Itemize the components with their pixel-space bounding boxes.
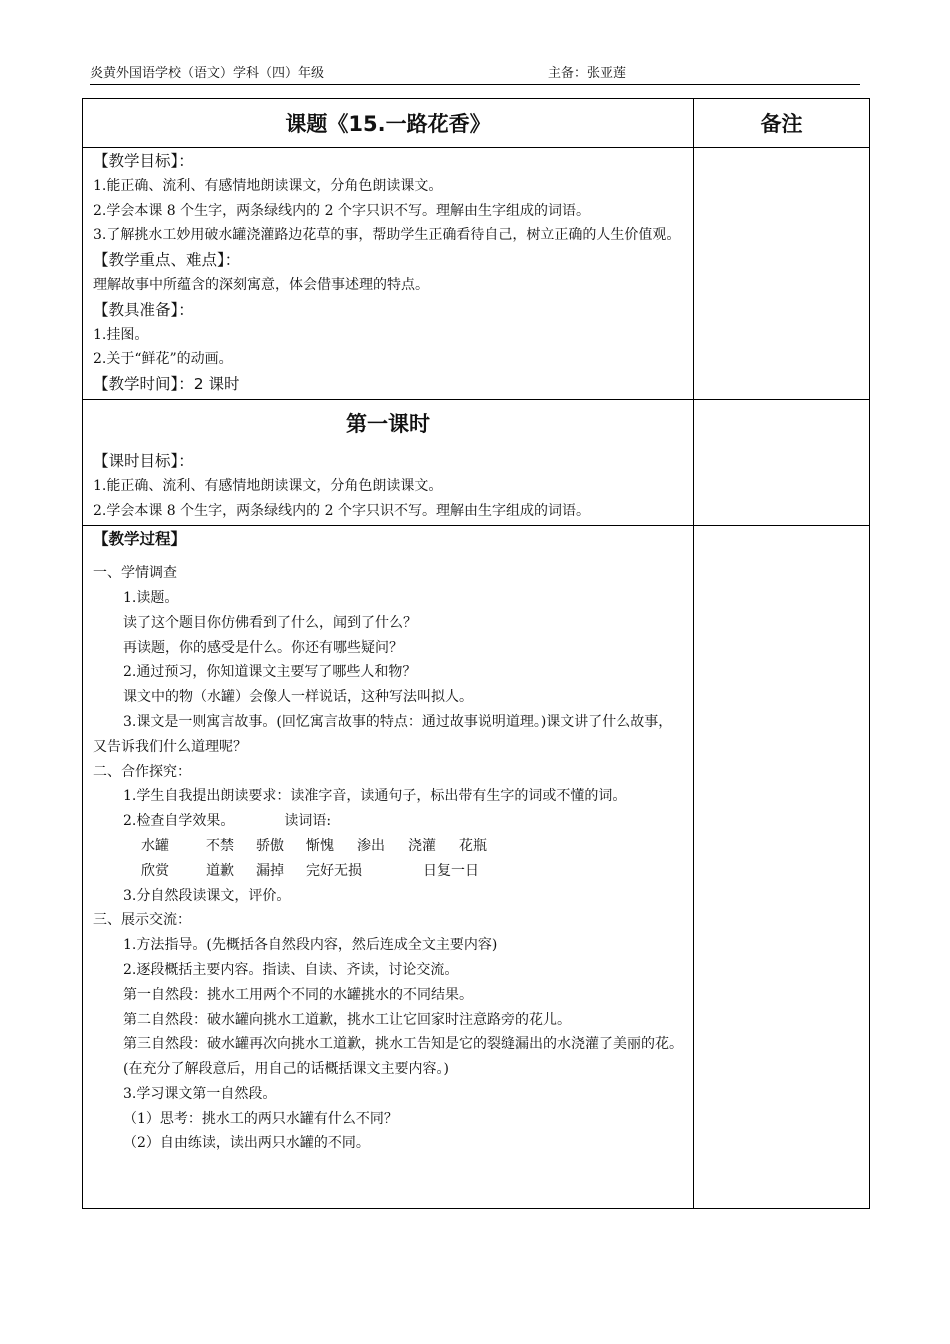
vocab-word: 完好无损 xyxy=(306,862,362,879)
tool-item: 2.关于“鲜花”的动画。 xyxy=(93,351,233,368)
vocab-word: 浇灌 xyxy=(408,837,436,854)
vocab-word: 骄傲 xyxy=(256,837,284,854)
header-author: 主备：张亚莲 xyxy=(548,66,627,81)
process-line: （1）思考：挑水工的两只水罐有什么不同？ xyxy=(123,1110,398,1127)
lesson-title-cell: 课题《15.一路花香》 xyxy=(83,99,694,148)
part-three-heading: 三、展示交流： xyxy=(93,912,191,929)
process-line: 3.课文是一则寓言故事。(回忆寓言故事的特点：通过故事说明道理。)课文讲了什么故事，又告诉我们什么道理呢？ xyxy=(93,713,673,755)
lesson-one-cell xyxy=(83,399,694,525)
part-two-heading: 二、合作探究： xyxy=(93,763,191,780)
process-line: (在充分了解段意后，用自己的话概括课文主要内容。) xyxy=(123,1061,449,1078)
read-words-label: 读词语: xyxy=(284,813,332,830)
process-line: 第三自然段：破水罐再次向挑水工道歉，挑水工告知是它的裂缝漏出的水浇灌了美丽的花。 xyxy=(123,1036,683,1053)
lesson-one-row xyxy=(83,399,870,525)
time-line xyxy=(93,372,683,397)
overview-notes-cell xyxy=(694,148,870,400)
goals-heading: 【课时目标】： xyxy=(93,451,194,470)
vocab-word: 花瓶 xyxy=(459,837,487,854)
vocab-word: 漏掉 xyxy=(256,862,284,879)
vocab-word: 日复一日 xyxy=(423,862,479,879)
lesson-one-title: 第一课时 xyxy=(346,411,430,436)
vocab-word: 道歉 xyxy=(206,862,234,879)
vocab-word: 不禁 xyxy=(206,837,234,854)
tool-item: 1.挂图。 xyxy=(93,326,149,343)
goal-item: 1.能正确、流利、有感情地朗读课文，分角色朗读课文。 xyxy=(93,477,443,494)
lesson-plan-table xyxy=(82,98,870,1209)
vocab-word: 水罐 xyxy=(141,837,169,854)
word-list-row xyxy=(93,859,683,884)
process-line: 课文中的物（水罐）会像人一样说话，这种写法叫拟人。 xyxy=(123,689,473,706)
process-line: 3.分自然段读课文，评价。 xyxy=(123,887,291,904)
objective-item: 2.学会本课 8 个生字，两条绿线内的 2 个字只识不写。理解由生字组成的词语。 xyxy=(93,202,590,219)
process-line xyxy=(93,809,683,834)
objectives-heading: 【教学目标】： xyxy=(93,152,194,170)
process-line: （2）自由练读，读出两只水罐的不同。 xyxy=(123,1135,370,1152)
process-line: 3.学习课文第一自然段。 xyxy=(123,1085,277,1102)
objective-item: 1.能正确、流利、有感情地朗读课文，分角色朗读课文。 xyxy=(93,177,443,194)
keypoints-heading: 【教学重点、难点】： xyxy=(93,251,241,270)
header-school-subject: 炎黄外国语学校（语文）学科（四）年级 xyxy=(90,66,325,81)
part-one-heading: 一、学情调查 xyxy=(93,565,177,582)
process-cell xyxy=(83,526,694,1209)
tools-heading: 【教具准备】： xyxy=(93,300,194,319)
vocab-word: 欣赏 xyxy=(141,862,169,879)
objective-item: 3.了解挑水工妙用破水罐浇灌路边花草的事，帮助学生正确看待自己，树立正确的人生价值观。 xyxy=(93,227,681,244)
vocab-word: 惭愧 xyxy=(306,837,334,854)
keypoints-text: 理解故事中所蕴含的深刻寓意，体会借事述理的特点。 xyxy=(93,276,429,293)
overview-cell xyxy=(83,148,694,400)
process-line: 1.学生自我提出朗读要求：读准字音，读通句子，标出带有生字的词或不懂的词。 xyxy=(123,788,627,805)
time-heading: 【教学时间】： xyxy=(93,375,194,394)
process-line: 1.方法指导。(先概括各自然段内容，然后连成全文主要内容) xyxy=(123,937,498,954)
overview-row xyxy=(83,148,870,400)
title-row xyxy=(83,99,870,148)
process-line: 再读题，你的感受是什么。你还有哪些疑问？ xyxy=(123,639,403,656)
time-value: 2 课时 xyxy=(193,375,240,394)
vocab-word: 渗出 xyxy=(357,837,385,854)
word-list-row xyxy=(93,834,683,859)
goal-item: 2.学会本课 8 个生字，两条绿线内的 2 个字只识不写。理解由生字组成的词语。 xyxy=(93,502,590,519)
process-notes-cell xyxy=(694,526,870,1209)
process-heading: 【教学过程】 xyxy=(93,530,187,549)
process-line: 读了这个题目你仿佛看到了什么，闻到了什么？ xyxy=(123,614,417,631)
process-line: 第一自然段：挑水工用两个不同的水罐挑水的不同结果。 xyxy=(123,986,473,1003)
process-line: 1.读题。 xyxy=(123,589,179,606)
page-header xyxy=(90,64,860,85)
process-line: 第二自然段：破水罐向挑水工道歉，挑水工让它回家时注意路旁的花儿。 xyxy=(123,1011,571,1028)
process-line: 2.通过预习，你知道课文主要写了哪些人和物？ xyxy=(123,664,417,681)
notes-header-cell: 备注 xyxy=(694,99,870,148)
process-line: 2.逐段概括主要内容。指读、自读、齐读，讨论交流。 xyxy=(123,961,459,978)
process-row xyxy=(83,526,870,1209)
lesson-one-notes-cell xyxy=(694,399,870,525)
check-self-study: 2.检查自学效果。 xyxy=(123,813,235,830)
